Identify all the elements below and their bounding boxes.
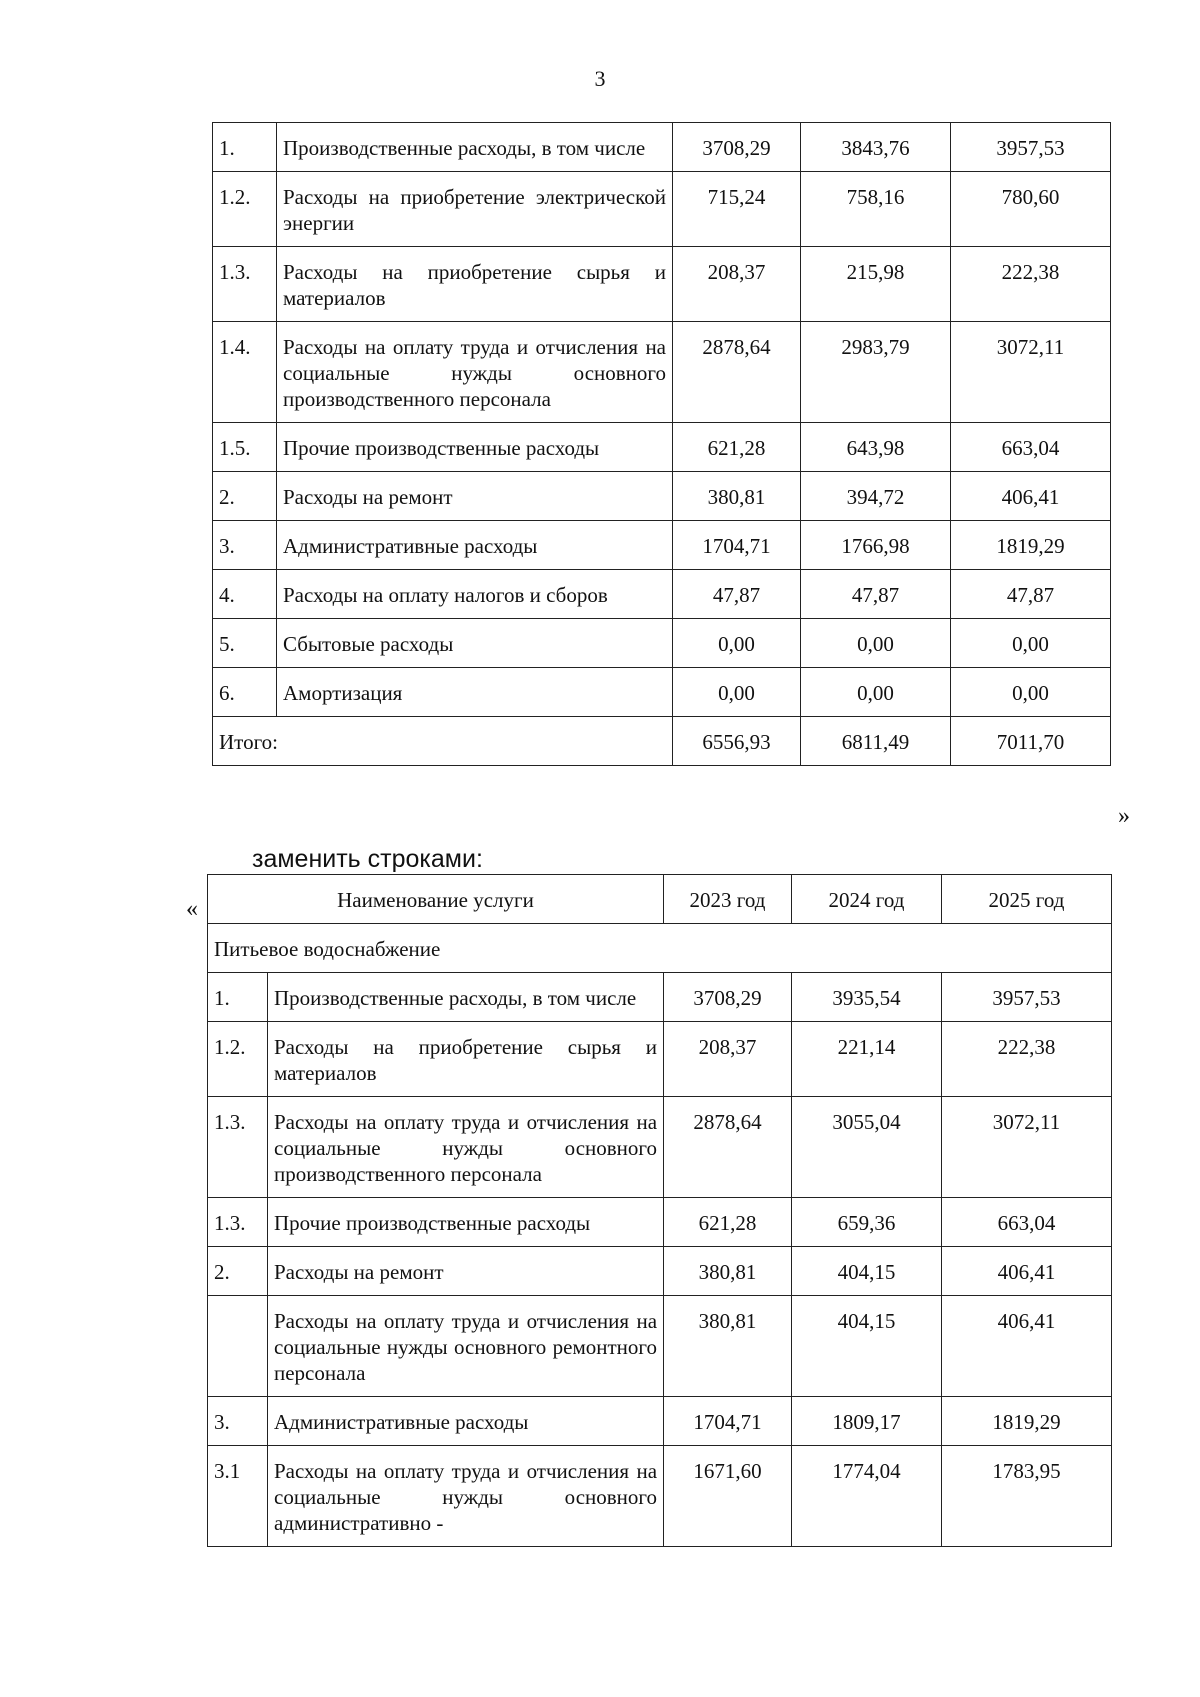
row-name: Расходы на ремонт bbox=[277, 472, 673, 521]
row-number: 1.5. bbox=[213, 423, 277, 472]
value-2023: 621,28 bbox=[664, 1198, 792, 1247]
row-name: Производственные расходы, в том числе bbox=[268, 973, 664, 1022]
total-row bbox=[213, 717, 1111, 766]
row-number: 5. bbox=[213, 619, 277, 668]
row-number: 1.3. bbox=[208, 1097, 268, 1198]
header-2023: 2023 год bbox=[664, 875, 792, 924]
table-row bbox=[208, 1247, 1112, 1296]
value-2024: 3055,04 bbox=[792, 1097, 942, 1198]
value-2023: 3708,29 bbox=[673, 123, 801, 172]
value-2025: 222,38 bbox=[942, 1022, 1112, 1097]
value-2024: 659,36 bbox=[792, 1198, 942, 1247]
row-number: 6. bbox=[213, 668, 277, 717]
cost-table-new bbox=[207, 874, 1112, 1547]
value-2023: 3708,29 bbox=[664, 973, 792, 1022]
row-number: 1.3. bbox=[213, 247, 277, 322]
value-2023: 380,81 bbox=[664, 1296, 792, 1397]
table-row bbox=[208, 1198, 1112, 1247]
value-2025: 222,38 bbox=[951, 247, 1111, 322]
table-row bbox=[208, 1022, 1112, 1097]
value-2023: 1671,60 bbox=[664, 1446, 792, 1547]
value-2023: 47,87 bbox=[673, 570, 801, 619]
value-2025: 780,60 bbox=[951, 172, 1111, 247]
value-2023: 0,00 bbox=[673, 619, 801, 668]
value-2025: 3957,53 bbox=[942, 973, 1112, 1022]
value-2025: 1819,29 bbox=[951, 521, 1111, 570]
value-2023: 715,24 bbox=[673, 172, 801, 247]
value-2024: 394,72 bbox=[801, 472, 951, 521]
header-2024: 2024 год bbox=[792, 875, 942, 924]
row-name: Расходы на оплату труда и отчисления на социальные нужды основного производственного персонала bbox=[268, 1097, 664, 1198]
row-number: 2. bbox=[208, 1247, 268, 1296]
table-row bbox=[213, 570, 1111, 619]
value-2024: 0,00 bbox=[801, 619, 951, 668]
row-number: 1.2. bbox=[208, 1022, 268, 1097]
row-name: Расходы на оплату налогов и сборов bbox=[277, 570, 673, 619]
row-name: Расходы на приобретение сырья и материалов bbox=[277, 247, 673, 322]
table-row bbox=[213, 423, 1111, 472]
row-number: 3. bbox=[213, 521, 277, 570]
closing-quote: » bbox=[1118, 803, 1130, 829]
value-2023: 621,28 bbox=[673, 423, 801, 472]
opening-quote: « bbox=[186, 896, 198, 922]
row-name: Административные расходы bbox=[268, 1397, 664, 1446]
value-2025: 406,41 bbox=[951, 472, 1111, 521]
row-number: 2. bbox=[213, 472, 277, 521]
row-name: Расходы на ремонт bbox=[268, 1247, 664, 1296]
total-label: Итого: bbox=[213, 717, 673, 766]
value-2023: 208,37 bbox=[664, 1022, 792, 1097]
section-title: Питьевое водоснабжение bbox=[208, 924, 1112, 973]
table-row bbox=[208, 1397, 1112, 1446]
row-number: 1.4. bbox=[213, 322, 277, 423]
value-2024: 3935,54 bbox=[792, 973, 942, 1022]
table-row bbox=[213, 521, 1111, 570]
row-name: Производственные расходы, в том числе bbox=[277, 123, 673, 172]
value-2025: 3072,11 bbox=[942, 1097, 1112, 1198]
total-2023: 6556,93 bbox=[673, 717, 801, 766]
section-row bbox=[208, 924, 1112, 973]
row-number: 1.3. bbox=[208, 1198, 268, 1247]
value-2023: 380,81 bbox=[664, 1247, 792, 1296]
value-2024: 47,87 bbox=[801, 570, 951, 619]
row-name: Сбытовые расходы bbox=[277, 619, 673, 668]
value-2024: 0,00 bbox=[801, 668, 951, 717]
value-2025: 3072,11 bbox=[951, 322, 1111, 423]
cost-table-old bbox=[212, 122, 1111, 766]
row-number bbox=[208, 1296, 268, 1397]
table-row bbox=[213, 172, 1111, 247]
table-row bbox=[213, 322, 1111, 423]
table-row bbox=[208, 1097, 1112, 1198]
value-2024: 221,14 bbox=[792, 1022, 942, 1097]
row-name: Прочие производственные расходы bbox=[268, 1198, 664, 1247]
row-number: 3.1 bbox=[208, 1446, 268, 1547]
value-2025: 1783,95 bbox=[942, 1446, 1112, 1547]
value-2025: 3957,53 bbox=[951, 123, 1111, 172]
table-row bbox=[213, 619, 1111, 668]
table-row bbox=[213, 668, 1111, 717]
total-2024: 6811,49 bbox=[801, 717, 951, 766]
value-2025: 406,41 bbox=[942, 1296, 1112, 1397]
value-2023: 1704,71 bbox=[664, 1397, 792, 1446]
row-name: Административные расходы bbox=[277, 521, 673, 570]
value-2024: 758,16 bbox=[801, 172, 951, 247]
value-2023: 0,00 bbox=[673, 668, 801, 717]
row-name: Расходы на оплату труда и отчисления на социальные нужды основного административно - bbox=[268, 1446, 664, 1547]
row-name: Расходы на приобретение электрической энергии bbox=[277, 172, 673, 247]
value-2025: 406,41 bbox=[942, 1247, 1112, 1296]
value-2023: 1704,71 bbox=[673, 521, 801, 570]
value-2024: 3843,76 bbox=[801, 123, 951, 172]
total-2025: 7011,70 bbox=[951, 717, 1111, 766]
row-name: Расходы на оплату труда и отчисления на социальные нужды основного ремонтного персонала bbox=[268, 1296, 664, 1397]
header-row bbox=[208, 875, 1112, 924]
row-number: 1.2. bbox=[213, 172, 277, 247]
value-2025: 663,04 bbox=[942, 1198, 1112, 1247]
value-2023: 2878,64 bbox=[673, 322, 801, 423]
value-2025: 1819,29 bbox=[942, 1397, 1112, 1446]
replace-instruction: заменить строками: bbox=[252, 845, 483, 873]
row-name: Расходы на приобретение сырья и материалов bbox=[268, 1022, 664, 1097]
table-row bbox=[213, 472, 1111, 521]
row-number: 1. bbox=[213, 123, 277, 172]
value-2023: 380,81 bbox=[673, 472, 801, 521]
table-row bbox=[208, 973, 1112, 1022]
table-row bbox=[213, 123, 1111, 172]
row-name: Расходы на оплату труда и отчисления на социальные нужды основного производственного персонала bbox=[277, 322, 673, 423]
value-2024: 404,15 bbox=[792, 1247, 942, 1296]
page-number: 3 bbox=[594, 66, 606, 91]
table-row bbox=[208, 1446, 1112, 1547]
value-2025: 0,00 bbox=[951, 668, 1111, 717]
row-name: Амортизация bbox=[277, 668, 673, 717]
value-2024: 643,98 bbox=[801, 423, 951, 472]
value-2025: 0,00 bbox=[951, 619, 1111, 668]
value-2024: 1774,04 bbox=[792, 1446, 942, 1547]
value-2024: 2983,79 bbox=[801, 322, 951, 423]
row-number: 1. bbox=[208, 973, 268, 1022]
value-2025: 663,04 bbox=[951, 423, 1111, 472]
table-row bbox=[208, 1296, 1112, 1397]
value-2023: 2878,64 bbox=[664, 1097, 792, 1198]
table-row bbox=[213, 247, 1111, 322]
value-2024: 215,98 bbox=[801, 247, 951, 322]
row-number: 3. bbox=[208, 1397, 268, 1446]
row-number: 4. bbox=[213, 570, 277, 619]
value-2024: 404,15 bbox=[792, 1296, 942, 1397]
header-service-name: Наименование услуги bbox=[208, 875, 664, 924]
value-2023: 208,37 bbox=[673, 247, 801, 322]
header-2025: 2025 год bbox=[942, 875, 1112, 924]
value-2025: 47,87 bbox=[951, 570, 1111, 619]
row-name: Прочие производственные расходы bbox=[277, 423, 673, 472]
value-2024: 1766,98 bbox=[801, 521, 951, 570]
value-2024: 1809,17 bbox=[792, 1397, 942, 1446]
